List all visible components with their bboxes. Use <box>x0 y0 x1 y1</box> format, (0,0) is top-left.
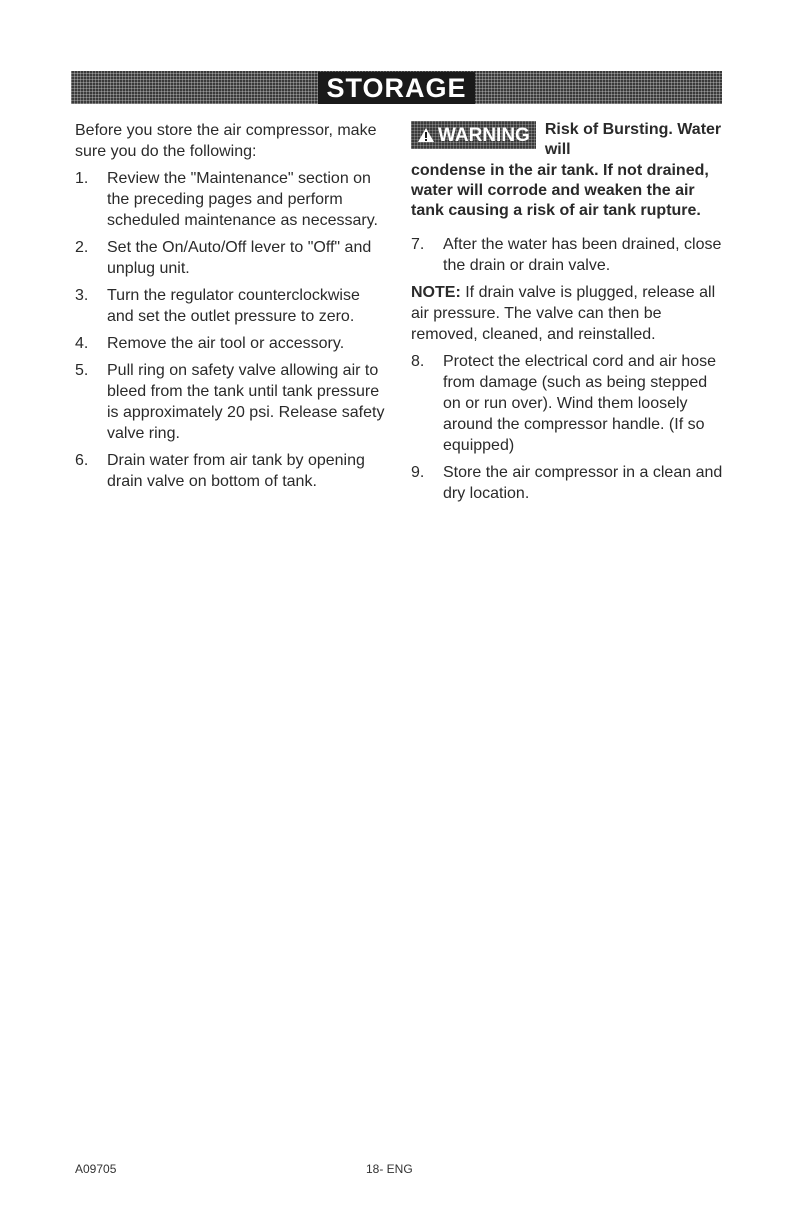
list-item <box>411 351 726 456</box>
step-text: Set the On/Auto/Off lever to "Off" and unplug unit. <box>107 239 372 277</box>
list-item <box>75 333 390 354</box>
step-text: After the water has been drained, close the drain or drain valve. <box>443 236 722 274</box>
list-item <box>75 360 390 444</box>
warning-box <box>411 120 726 221</box>
warning-headline: Risk of Bursting. Water will <box>544 121 722 158</box>
warning-triangle-icon <box>417 127 435 143</box>
note <box>411 282 726 345</box>
list-item <box>411 234 726 276</box>
page-number: 18- ENG <box>366 1162 413 1176</box>
list-item <box>75 168 390 231</box>
step-text: Turn the regulator counterclockwise and set the outlet pressure to zero. <box>107 287 360 325</box>
step-text: Protect the electrical cord and air hose from damage (such as being stepped on or run over). Wind them loosely around the compressor handle. (If so equipped) <box>443 353 717 454</box>
step-number: 3. <box>75 287 89 304</box>
step-text: Store the air compressor in a clean and dry location. <box>443 464 723 502</box>
step-number: 6. <box>75 452 89 469</box>
intro-text: Before you store the air compressor, make sure you do the following: <box>75 122 377 160</box>
step-text: Pull ring on safety valve allowing air to bleed from the tank until tank pressure is approximately 20 psi. Release safety valve ring. <box>107 362 385 442</box>
step-number: 8. <box>411 353 425 370</box>
warning-badge-label: WARNING <box>438 124 530 146</box>
step-text: Remove the air tool or accessory. <box>107 335 345 352</box>
storage-steps-list <box>75 168 390 492</box>
step-text: Review the "Maintenance" section on the preceding pages and perform scheduled maintenance as necessary. <box>107 170 378 229</box>
section-title: STORAGE <box>318 72 474 104</box>
step-number: 4. <box>75 335 89 352</box>
document-code: A09705 <box>75 1162 117 1176</box>
section-banner <box>71 71 722 104</box>
step-number: 7. <box>411 236 425 253</box>
step-number: 5. <box>75 362 89 379</box>
note-text: If drain valve is plugged, release all air pressure. The valve can then be removed, cleaned, and reinstalled. <box>411 284 716 343</box>
left-column <box>75 120 390 498</box>
list-item <box>75 237 390 279</box>
list-item <box>411 462 726 504</box>
step-number: 9. <box>411 464 425 481</box>
step-text: Drain water from air tank by opening drain valve on bottom of tank. <box>107 452 365 490</box>
list-item <box>75 285 390 327</box>
step-number: 1. <box>75 170 89 187</box>
warning-header <box>411 120 726 160</box>
note-label: NOTE: <box>411 284 461 301</box>
step-number: 2. <box>75 239 89 256</box>
list-item <box>75 450 390 492</box>
warning-badge <box>411 121 536 149</box>
right-column <box>411 120 726 510</box>
warning-body: condense in the air tank. If not drained, water will corrode and weaken the air tank causing a risk of air tank rupture. <box>411 162 709 219</box>
